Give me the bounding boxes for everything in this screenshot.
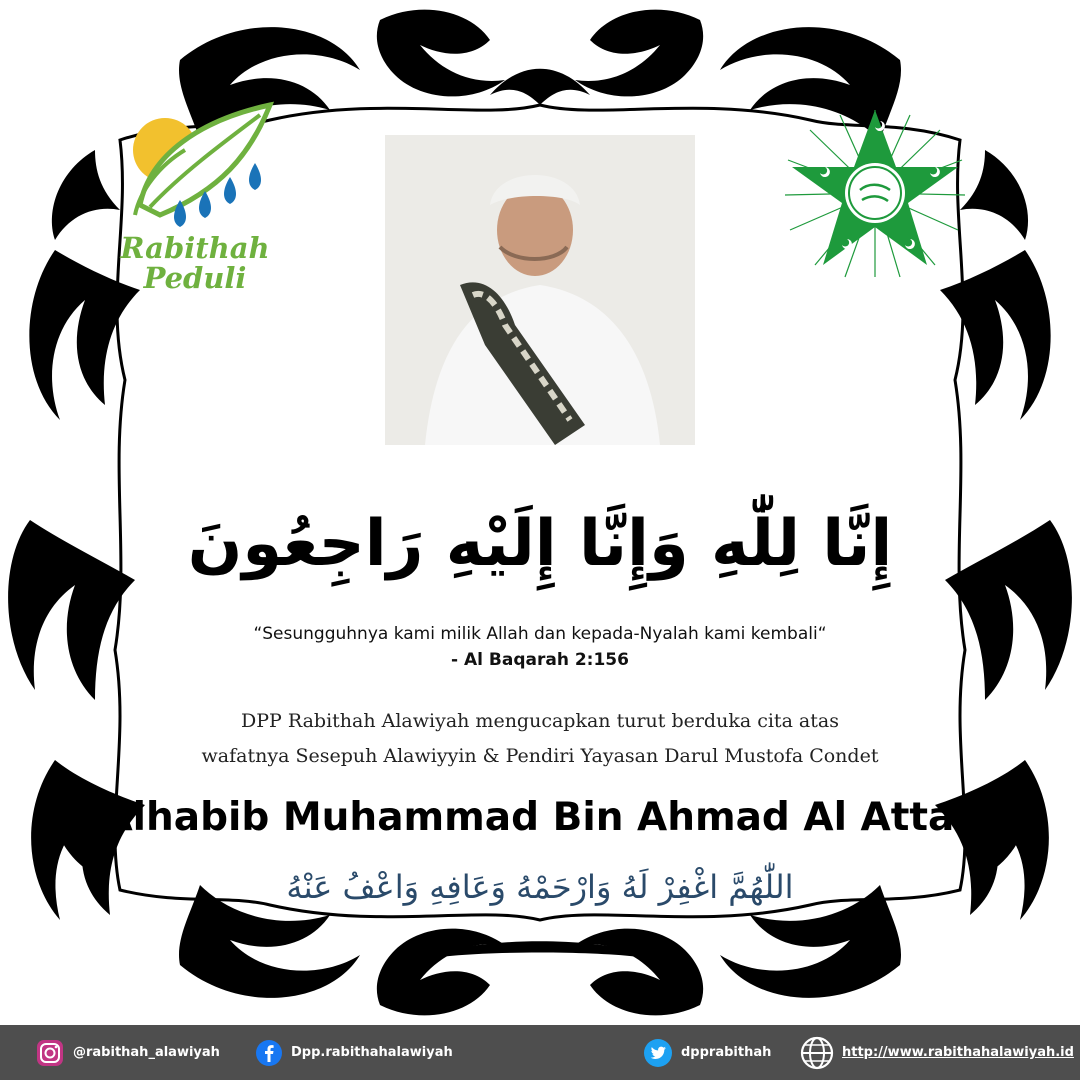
instagram-link[interactable] (35, 1025, 220, 1080)
deceased-name: Alhabib Muhammad Bin Ahmad Al Attas (102, 795, 978, 840)
instagram-icon (35, 1038, 65, 1068)
twitter-handle: dpprabithah (681, 1045, 772, 1060)
website-url: http://www.rabithahalawiyah.id (842, 1045, 1074, 1060)
dua-arabic: اللّٰهُمَّ اغْفِرْ لَهُ وَارْحَمْهُ وَعَافِهِ وَاعْفُ عَنْهُ (286, 868, 794, 906)
facebook-icon (255, 1039, 283, 1067)
rabithah-peduli-logo (110, 95, 280, 305)
social-footer (0, 1025, 1080, 1080)
instagram-handle: @rabithah_alawiyah (73, 1045, 220, 1060)
website-link[interactable] (800, 1025, 1074, 1080)
brand-line-1: Rabithah (120, 231, 270, 265)
verse-reference: - Al Baqarah 2:156 (451, 650, 629, 670)
facebook-handle: Dpp.rabithahalawiyah (291, 1045, 453, 1060)
condolence-line-1: DPP Rabithah Alawiyah mengucapkan turut berduka cita atas (241, 710, 839, 732)
verse-arabic-text: إِنَّا لِلّٰهِ وَإِنَّا إِلَيْهِ رَاجِعُونَ (187, 507, 893, 581)
facebook-link[interactable] (255, 1025, 453, 1080)
istirja-calligraphy (187, 450, 893, 610)
brand-line-2: Peduli (143, 261, 247, 295)
rabithah-alawiyah-emblem (780, 105, 970, 280)
portrait-photo (385, 135, 695, 445)
rabithah-star-emblem-icon (780, 105, 970, 280)
rabithah-peduli-wordmark (110, 233, 280, 293)
twitter-link[interactable] (643, 1025, 771, 1080)
twitter-icon (643, 1038, 673, 1068)
condolence-line-2: wafatnya Sesepuh Alawiyyin & Pendiri Yayasan Darul Mustofa Condet (201, 745, 879, 767)
globe-icon (800, 1036, 834, 1070)
verse-translation: “Sesungguhnya kami milik Allah dan kepada-Nyalah kami kembali“ (253, 624, 827, 644)
leaf-drops-icon (110, 95, 280, 235)
